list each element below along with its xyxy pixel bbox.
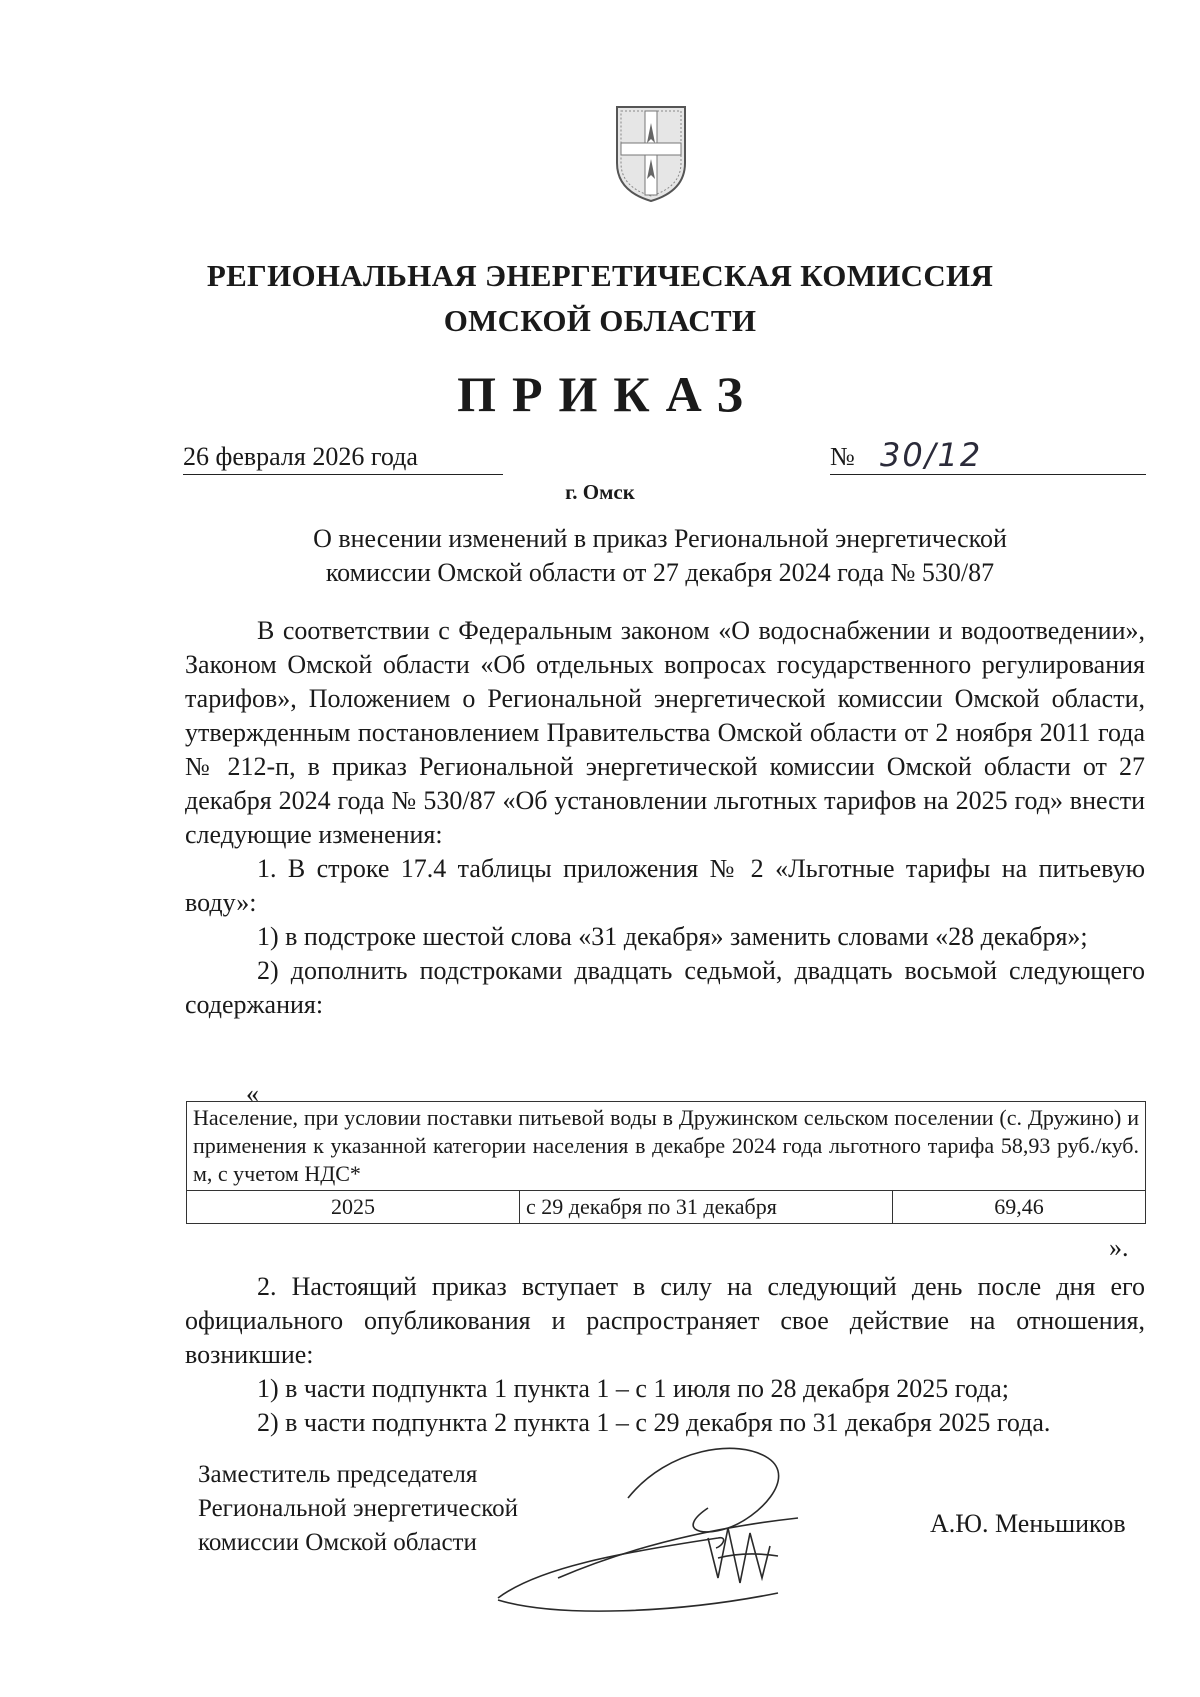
tariff-table xyxy=(186,1101,1146,1224)
item-2: 2. Настоящий приказ вступает в силу на следующий день после дня его официального опубликования и распространяет свое действие на отношения, возникшие: xyxy=(185,1272,1145,1369)
order-date: 26 февраля 2026 года xyxy=(183,442,418,471)
order-body-part2 xyxy=(185,1270,1145,1440)
order-body-part1 xyxy=(185,614,1145,1022)
organization-name-line1: РЕГИОНАЛЬНАЯ ЭНЕРГЕТИЧЕСКАЯ КОМИССИЯ xyxy=(206,258,994,293)
omsk-coat-of-arms-icon xyxy=(613,103,689,203)
item-1-subitem-1: 1) в подстроке шестой слова «31 декабря» заменить словами «28 декабря»; xyxy=(257,922,1088,951)
signatory-title-line3: комиссии Омской области xyxy=(198,1529,477,1556)
order-subject xyxy=(240,522,1080,590)
table-row xyxy=(187,1191,1146,1224)
organization-name-line2: ОМСКОЙ ОБЛАСТИ xyxy=(443,303,757,338)
order-number-value: 30/12 xyxy=(880,436,983,474)
signatory-title xyxy=(198,1458,518,1560)
item-1-subitem-2: 2) дополнить подстроками двадцать седьмой, двадцать восьмой следующего содержания: xyxy=(185,956,1145,1019)
item-1: 1. В строке 17.4 таблицы приложения № 2 «Льготные тарифы на питьевую воду»: xyxy=(185,854,1145,917)
order-number-label: № xyxy=(830,442,855,471)
tariff-description-cell: Население, при условии поставки питьевой воды в Дружинском сельском поселении (с. Дружино) и применения к указанной категории населения в декабре 2024 года льготного тарифа 58,93 руб./куб. м, с учетом НДС* xyxy=(187,1102,1146,1191)
preamble-paragraph: В соответствии с Федеральным законом «О водоснабжении и водоотведении», Законом Омской области «Об отдельных вопросах государственного регулирования тарифов», Положением о Региональной энергетической комиссии Омской области, утвержденным постановлением Правительства Омской области от 2 ноября 2011 года № 212-п, в приказ Региональной энергетической комиссии Омской области от 27 декабря 2024 года № 530/87 «Об установлении льготных тарифов на 2025 год» внести следующие изменения: xyxy=(185,616,1145,849)
quote-close: ». xyxy=(1109,1233,1129,1262)
item-2-subitem-1: 1) в части подпункта 1 пункта 1 – с 1 июля по 28 декабря 2025 года; xyxy=(257,1374,1010,1403)
year-cell: 2025 xyxy=(187,1191,520,1224)
period-cell: с 29 декабря по 31 декабря xyxy=(520,1191,893,1224)
item-2-subitem-2: 2) в части подпункта 2 пункта 1 – с 29 декабря по 31 декабря 2025 года. xyxy=(257,1408,1051,1437)
handwritten-signature-icon xyxy=(478,1428,858,1628)
tariff-value-cell: 69,46 xyxy=(893,1191,1146,1224)
table-row xyxy=(187,1102,1146,1191)
city: г. Омск xyxy=(565,480,635,504)
document-type-title: ПРИКАЗ xyxy=(457,366,759,422)
number-underline xyxy=(830,474,1146,475)
subject-line1: О внесении изменений в приказ Региональной энергетической xyxy=(313,524,1007,553)
signatory-name: А.Ю. Меньшиков xyxy=(930,1509,1126,1538)
date-underline xyxy=(183,474,503,475)
signatory-title-line1: Заместитель председателя xyxy=(198,1461,478,1488)
quote-open: « xyxy=(246,1079,259,1108)
subject-line2: комиссии Омской области от 27 декабря 2024 года № 530/87 xyxy=(325,558,995,587)
signatory-title-line2: Региональной энергетической xyxy=(198,1495,519,1522)
